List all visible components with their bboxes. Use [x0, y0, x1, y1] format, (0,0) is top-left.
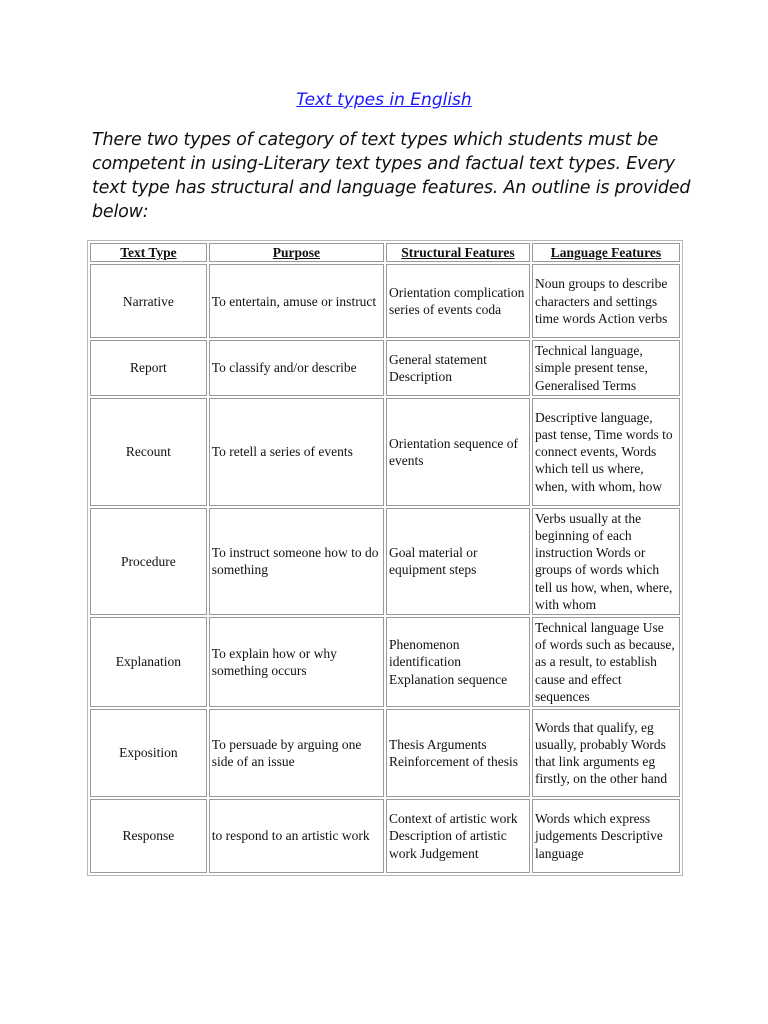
cell-structural-features: Orientation complication series of events coda: [386, 264, 530, 338]
text-types-table-frame: [87, 240, 683, 876]
header-language-features: Language Features: [532, 243, 680, 262]
table-row: [90, 340, 680, 396]
cell-structural-features: Context of artistic work Description of artistic work Judgement: [386, 799, 530, 873]
table-row: [90, 617, 680, 707]
intro-paragraph: There two types of category of text types which students must be competent in using-Literary text types and factual text types. Every text type has structural and language features. An outline is provided below:: [92, 130, 691, 222]
cell-language-features: Descriptive language, past tense, Time words to connect events, Words which tell us where, when, with whom, how: [532, 398, 680, 506]
cell-structural-features: Goal material or equipment steps: [386, 508, 530, 615]
cell-structural-features: General statement Description: [386, 340, 530, 396]
cell-language-features: Technical language, simple present tense, Generalised Terms: [532, 340, 680, 396]
table-header-row: [90, 243, 680, 262]
cell-text-type: Narrative: [90, 264, 207, 338]
cell-purpose: To classify and/or describe: [209, 340, 384, 396]
cell-structural-features: Phenomenon identification Explanation sequence: [386, 617, 530, 707]
table-row: [90, 799, 680, 873]
cell-purpose: To instruct someone how to do something: [209, 508, 384, 615]
table-row: [90, 264, 680, 338]
cell-text-type: Response: [90, 799, 207, 873]
cell-purpose: To retell a series of events: [209, 398, 384, 506]
cell-language-features: Technical language Use of words such as because, as a result, to establish cause and effect sequences: [532, 617, 680, 707]
text-types-table: [88, 241, 682, 875]
cell-language-features: Noun groups to describe characters and settings time words Action verbs: [532, 264, 680, 338]
cell-text-type: Procedure: [90, 508, 207, 615]
cell-purpose: To persuade by arguing one side of an issue: [209, 709, 384, 797]
page-title: Text types in English: [296, 90, 472, 110]
table-row: [90, 709, 680, 797]
cell-language-features: Words that qualify, eg usually, probably Words that link arguments eg firstly, on the other hand: [532, 709, 680, 797]
table-row: [90, 398, 680, 506]
header-structural-features: Structural Features: [386, 243, 530, 262]
cell-purpose: To entertain, amuse or instruct: [209, 264, 384, 338]
cell-structural-features: Thesis Arguments Reinforcement of thesis: [386, 709, 530, 797]
cell-purpose: to respond to an artistic work: [209, 799, 384, 873]
cell-text-type: Report: [90, 340, 207, 396]
header-purpose: Purpose: [209, 243, 384, 262]
cell-language-features: Verbs usually at the beginning of each instruction Words or groups of words which tell us how, when, where, with whom: [532, 508, 680, 615]
cell-purpose: To explain how or why something occurs: [209, 617, 384, 707]
header-text-type: Text Type: [90, 243, 207, 262]
table-row: [90, 508, 680, 615]
cell-language-features: Words which express judgements Descriptive language: [532, 799, 680, 873]
cell-structural-features: Orientation sequence of events: [386, 398, 530, 506]
cell-text-type: Recount: [90, 398, 207, 506]
cell-text-type: Explanation: [90, 617, 207, 707]
cell-text-type: Exposition: [90, 709, 207, 797]
